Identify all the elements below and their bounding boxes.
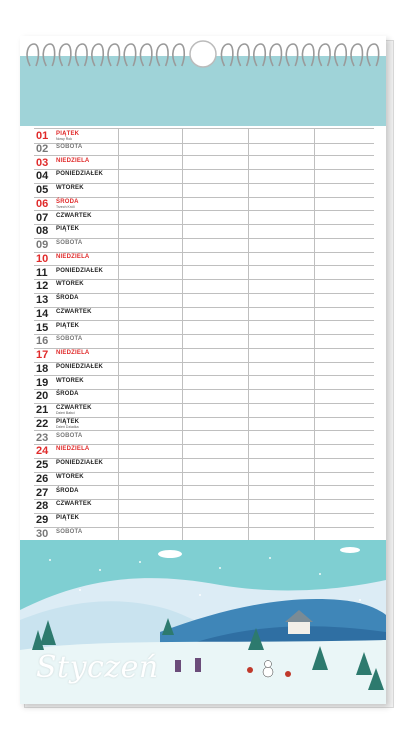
day-number: 14: [36, 307, 49, 320]
spiral-ring: [173, 44, 184, 66]
day-name: SOBOTA: [56, 432, 83, 439]
day-row: [34, 362, 374, 377]
day-name: NIEDZIELA: [56, 253, 90, 260]
spiral-ring: [43, 44, 54, 66]
spiral-ring: [221, 44, 232, 66]
holiday-note: Dzień Babci: [56, 411, 75, 415]
day-number: 15: [36, 321, 49, 334]
day-number: 24: [36, 445, 49, 458]
day-name: PONIEDZIAŁEK: [56, 267, 104, 274]
day-name: PIĄTEK: [56, 515, 80, 521]
day-number: 25: [36, 459, 49, 471]
day-number: 29: [36, 514, 49, 526]
hanger-ring: [190, 41, 216, 67]
day-row: [34, 417, 374, 432]
day-number: 18: [36, 362, 49, 375]
day-name: WTOREK: [56, 473, 84, 480]
day-grid: [34, 128, 374, 568]
day-number: 10: [36, 252, 49, 265]
day-number: 16: [36, 335, 49, 348]
day-name: PIĄTEK: [56, 131, 80, 137]
day-name: PONIEDZIAŁEK: [56, 460, 104, 466]
day-number: 28: [36, 500, 49, 513]
day-name: PIĄTEK: [56, 418, 80, 425]
day-number: 06: [36, 197, 49, 210]
day-number: 09: [36, 239, 49, 251]
day-row: [34, 238, 374, 253]
day-row: [34, 376, 374, 391]
spiral-ring: [140, 44, 151, 66]
day-number: 02: [36, 142, 49, 155]
day-row: [34, 486, 374, 501]
day-name: WTOREK: [56, 281, 84, 288]
day-name: WTOREK: [56, 185, 84, 191]
day-number: 12: [36, 280, 49, 293]
day-row: [34, 403, 374, 418]
spiral-ring: [302, 44, 313, 66]
spiral-ring: [254, 44, 265, 66]
day-row: [34, 334, 374, 349]
spiral-ring: [124, 44, 135, 66]
day-name: CZWARTEK: [56, 501, 92, 508]
spiral-ring: [92, 44, 103, 66]
day-number: 07: [36, 211, 49, 224]
holiday-note: Trzech Króli: [56, 204, 75, 209]
day-row: [34, 183, 374, 198]
day-name: NIEDZIELA: [56, 350, 90, 356]
spiral-ring: [351, 44, 362, 66]
day-number: 01: [36, 130, 49, 142]
day-name: SOBOTA: [56, 143, 83, 150]
day-number: 21: [36, 404, 49, 416]
spiral-ring: [59, 44, 70, 66]
spiral-ring: [76, 44, 87, 66]
holiday-note: Nowy Rok: [56, 137, 72, 141]
day-row: [34, 156, 374, 171]
day-row: [34, 197, 374, 212]
day-name: CZWARTEK: [56, 212, 92, 219]
month-title: Styczeń: [36, 650, 159, 685]
day-row: [34, 321, 374, 336]
wall-calendar: [20, 36, 386, 704]
day-number: 04: [36, 170, 49, 183]
spiral-binding: [20, 36, 386, 76]
day-row: [34, 499, 374, 514]
day-number: 22: [36, 417, 49, 430]
day-number: 05: [36, 184, 49, 196]
day-row: [34, 472, 374, 487]
day-row: [34, 211, 374, 226]
day-row: [34, 458, 374, 473]
day-row: [34, 252, 374, 267]
spiral-ring: [270, 44, 281, 66]
holiday-note: Dzień Dziadka: [56, 424, 79, 429]
day-row: [34, 224, 374, 239]
day-name: PIĄTEK: [56, 226, 80, 233]
day-row: [34, 169, 374, 184]
day-row: [34, 348, 374, 363]
spiral-ring: [157, 44, 168, 66]
day-name: WTOREK: [56, 377, 84, 384]
day-name: SOBOTA: [56, 240, 83, 246]
spiral-ring: [108, 44, 119, 66]
day-number: 23: [36, 431, 49, 444]
day-number: 27: [36, 486, 49, 499]
day-number: 08: [36, 225, 49, 238]
day-row: [34, 307, 374, 322]
spiral-ring: [238, 44, 249, 66]
day-row: [34, 266, 374, 281]
spiral-ring: [319, 44, 330, 66]
spiral-ring: [27, 44, 38, 66]
day-number: 20: [36, 390, 49, 403]
day-row: [34, 513, 374, 528]
day-name: PIĄTEK: [56, 322, 80, 329]
spiral-ring: [286, 44, 297, 66]
day-name: SOBOTA: [56, 528, 83, 535]
spiral-ring: [367, 44, 378, 66]
spiral-ring: [335, 44, 346, 66]
day-number: 03: [36, 156, 49, 169]
day-row: [34, 444, 374, 459]
day-name: ŚRODA: [56, 198, 79, 205]
day-number: 26: [36, 472, 49, 485]
day-row: [34, 142, 374, 157]
day-number: 19: [36, 376, 49, 389]
day-name: ŚRODA: [56, 391, 79, 398]
day-name: ŚRODA: [56, 487, 79, 494]
day-name: CZWARTEK: [56, 308, 92, 315]
day-name: SOBOTA: [56, 336, 83, 343]
day-name: PONIEDZIAŁEK: [56, 363, 104, 370]
day-number: 30: [36, 527, 49, 540]
day-row: [34, 389, 374, 404]
day-name: CZWARTEK: [56, 405, 92, 411]
day-number: 11: [36, 266, 48, 279]
day-name: ŚRODA: [56, 295, 79, 301]
day-name: NIEDZIELA: [56, 446, 90, 453]
day-row: [34, 431, 374, 446]
day-row: [34, 279, 374, 294]
day-name: NIEDZIELA: [56, 157, 90, 164]
day-number: 13: [36, 294, 49, 306]
day-number: 17: [36, 349, 49, 361]
day-row: [34, 293, 374, 308]
day-name: PONIEDZIAŁEK: [56, 171, 104, 178]
